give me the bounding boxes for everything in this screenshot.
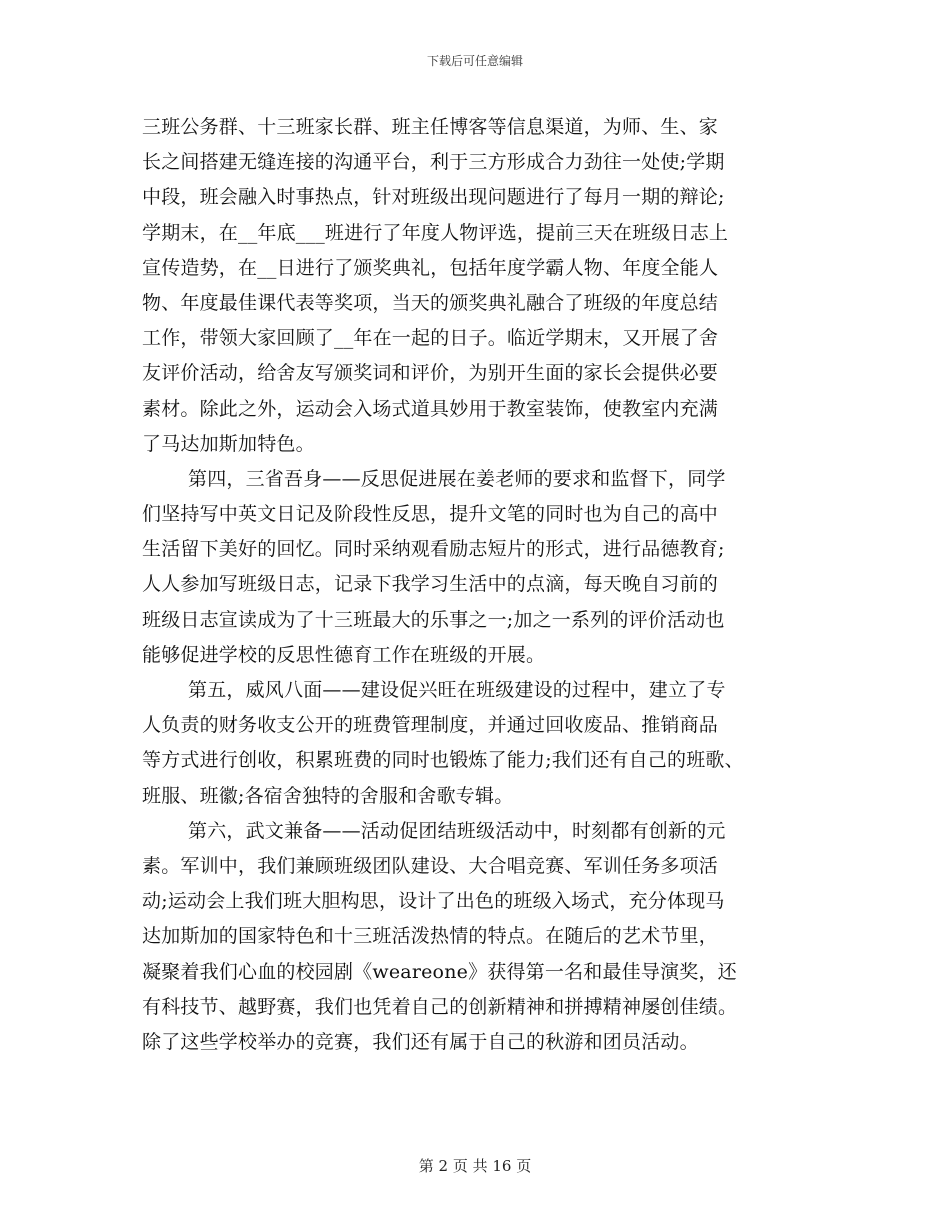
paragraph-start-line: 第五，威风八面——建设促兴旺在班级建设的过程中，建立了专 bbox=[188, 679, 726, 701]
page-header: 下载后可任意编辑 bbox=[426, 54, 523, 68]
text-line: 素。军训中，我们兼顾班级团队建设、大合唱竞赛、军训任务多项活 bbox=[142, 854, 719, 877]
text-line: 人人参加写班级日志，记录下我学习生活中的点滴，每天晚自习前的 bbox=[142, 573, 719, 596]
text-line: 等方式进行创收，积累班费的同时也锻炼了能力;我们还有自己的班歌、 bbox=[142, 749, 744, 772]
text-line: 中段，班会融入时事热点，针对班级出现问题进行了每月一期的辩论; bbox=[142, 186, 725, 209]
body-text bbox=[142, 110, 822, 1060]
page-footer: 第 2 页 共 16 页 bbox=[418, 1157, 532, 1175]
text-line: 除了这些学校举办的竞赛，我们还有属于自己的秋游和团员活动。 bbox=[142, 1030, 699, 1053]
text-line: 动;运动会上我们班大胆构思，设计了出色的班级入场式，充分体现马 bbox=[142, 890, 725, 913]
text-line: 达加斯加的国家特色和十三班活泼热情的特点。在随后的艺术节里， bbox=[142, 925, 719, 948]
text-line: 学期末，在__年底___班进行了年度人物评选，提前三天在班级日志上 bbox=[142, 221, 729, 244]
text-line: 能够促进学校的反思性德育工作在班级的开展。 bbox=[142, 643, 546, 666]
paragraph-start-line: 第四，三省吾身——反思促进展在姜老师的要求和监督下，同学 bbox=[188, 467, 726, 490]
paragraph-start-line: 第六，武文兼备——活动促团结班级活动中，时刻都有创新的元 bbox=[188, 819, 726, 842]
text-line: 友评价活动，给舍友写颁奖词和评价，为别开生面的家长会提供必要 bbox=[142, 362, 719, 385]
text-line: 素材。除此之外，运动会入场式道具妙用于教室装饰，使教室内充满 bbox=[142, 397, 719, 420]
text-line: 有科技节、越野赛，我们也凭着自己的创新精神和拼搏精神屡创佳绩。 bbox=[142, 995, 738, 1018]
text-line: 班服、班徽;各宿舍独特的舍服和舍歌专辑。 bbox=[142, 784, 514, 807]
text-line: 生活留下美好的回忆。同时采纳观看励志短片的形式，进行品德教育; bbox=[142, 538, 725, 561]
text-line: 工作，带领大家回顾了__年在一起的日子。临近学期末，又开展了舍 bbox=[142, 327, 719, 350]
text-line: 们坚持写中英文日记及阶段性反思，提升文笔的同时也为自己的高中 bbox=[142, 503, 719, 526]
text-line: 三班公务群、十三班家长群、班主任博客等信息渠道，为师、生、家 bbox=[142, 116, 719, 138]
text-line: 了马达加斯加特色。 bbox=[142, 432, 315, 455]
text-line: 凝聚着我们心血的校园剧《weareone》获得第一名和最佳导演奖，还 bbox=[142, 960, 737, 983]
text-line: 班级日志宣读成为了十三班最大的乐事之一;加之一系列的评价活动也 bbox=[142, 608, 725, 631]
text-line: 宣传造势，在__日进行了颁奖典礼，包括年度学霸人物、年度全能人 bbox=[142, 256, 719, 279]
text-line: 人负责的财务收支公开的班费管理制度，并通过回收废品、推销商品 bbox=[142, 714, 719, 737]
text-line: 物、年度最佳课代表等奖项，当天的颁奖典礼融合了班级的年度总结 bbox=[142, 291, 719, 314]
text-line: 长之间搭建无缝连接的沟通平台，利于三方形成合力劲往一处使;学期 bbox=[142, 151, 725, 174]
